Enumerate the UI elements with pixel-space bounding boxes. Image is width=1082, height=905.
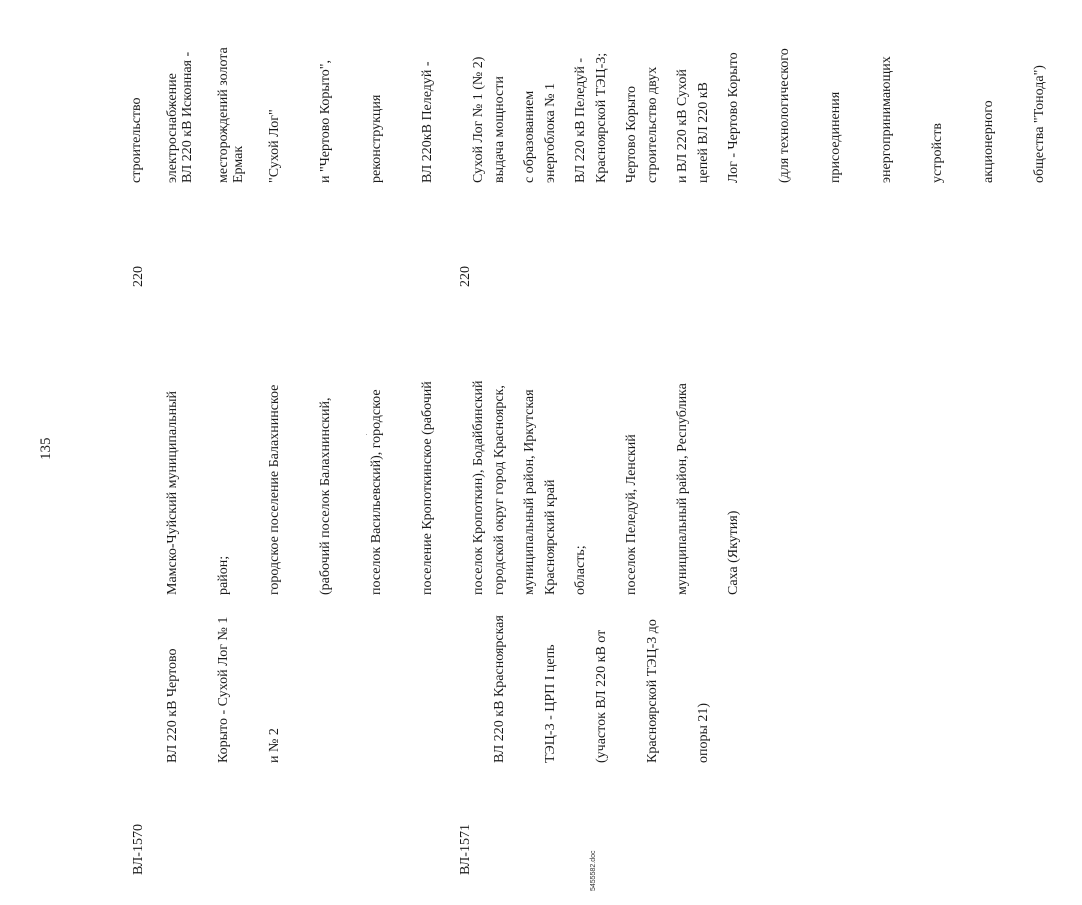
- text-line: Красноярской ТЭЦ-3;: [594, 52, 609, 183]
- text-line: акционерного: [981, 100, 996, 183]
- text-line: цепей ВЛ 220 кВ: [696, 82, 711, 183]
- text-line: присоединения: [828, 91, 843, 183]
- text-line: Мамско-Чуйский муниципальный: [165, 391, 180, 595]
- text-line: Корыто - Сухой Лог № 1: [216, 616, 231, 763]
- text-line: ВЛ 220 кВ Пеледуй -: [573, 57, 588, 183]
- text-line: (участок ВЛ 220 кВ от: [594, 629, 609, 763]
- row1-voltage: 220: [131, 266, 146, 287]
- text-line: муниципальный район, Иркутская: [522, 389, 537, 595]
- text-line: Лог - Чертово Корыто: [726, 52, 741, 183]
- row2-location: [457, 385, 593, 595]
- text-line: устройств: [930, 123, 945, 183]
- text-line: (рабочий поселок Балахнинский,: [318, 397, 333, 595]
- text-line: и № 2: [267, 728, 282, 763]
- row1-name: [130, 617, 317, 763]
- text-line: поселок Кропоткин), Бодайбинский: [471, 380, 486, 595]
- text-line: общества "Тонода"): [1032, 65, 1047, 183]
- text-line: поселение Кропоткинское (рабочий: [420, 381, 435, 595]
- page-number: 135: [38, 437, 54, 460]
- text-line: городское поселение Балахнинское: [267, 384, 282, 595]
- footer-filename: 5455582.doc: [590, 850, 597, 891]
- text-line: строительство двух: [645, 66, 660, 183]
- text-line: электроснабжение: [165, 73, 180, 183]
- text-line: ВЛ 220 кВ Исконная -: [180, 51, 195, 183]
- text-line: ВЛ 220 кВ Чертово: [165, 648, 180, 763]
- text-line: ВЛ 220 кВ Красноярская: [492, 615, 507, 763]
- text-line: Красноярской ТЭЦ-3 до: [645, 619, 660, 763]
- text-line: выдача мощности: [492, 76, 507, 183]
- text-line: поселок Васильевский), городское: [369, 389, 384, 595]
- text-line: энергопринимающих: [879, 56, 894, 183]
- row2-name: [457, 615, 746, 763]
- text-line: Красноярский край: [543, 479, 558, 595]
- text-line: энергоблока № 1: [543, 82, 558, 183]
- text-line: район;: [216, 555, 231, 595]
- text-line: поселок Пеледуй, Ленский: [624, 434, 639, 595]
- row1-code: ВЛ-1570: [131, 824, 146, 875]
- text-line: ВЛ 220кВ Пеледуй -: [420, 61, 435, 183]
- text-line: с образованием: [522, 90, 537, 183]
- text-line: "Сухой Лог": [267, 109, 282, 183]
- text-line: Сухой Лог № 1 (№ 2): [471, 56, 486, 183]
- text-line: месторождений золота: [216, 47, 231, 183]
- text-line: Чертово Корыто: [624, 85, 639, 183]
- text-line: Саха (Якутия): [726, 510, 741, 595]
- text-line: и ВЛ 220 кВ Сухой: [675, 69, 690, 183]
- text-line: Ермак: [231, 145, 246, 183]
- text-line: городской округ город Красноярск,: [492, 385, 507, 595]
- text-line: реконструкция: [369, 94, 384, 183]
- row2-voltage: 220: [458, 266, 473, 287]
- text-line: муниципальный район, Республика: [675, 383, 690, 595]
- text-line: ТЭЦ-3 - ЦРП I цепь: [543, 644, 558, 763]
- row1-location: [130, 380, 776, 595]
- row2-description: [457, 53, 746, 183]
- text-line: (для технологического: [777, 48, 792, 183]
- text-line: строительство: [129, 97, 144, 183]
- text-line: и "Чертово Корыто",: [318, 60, 333, 183]
- text-line: опоры 21): [696, 702, 711, 763]
- row2-code: ВЛ-1571: [458, 824, 473, 875]
- text-line: область;: [573, 545, 588, 595]
